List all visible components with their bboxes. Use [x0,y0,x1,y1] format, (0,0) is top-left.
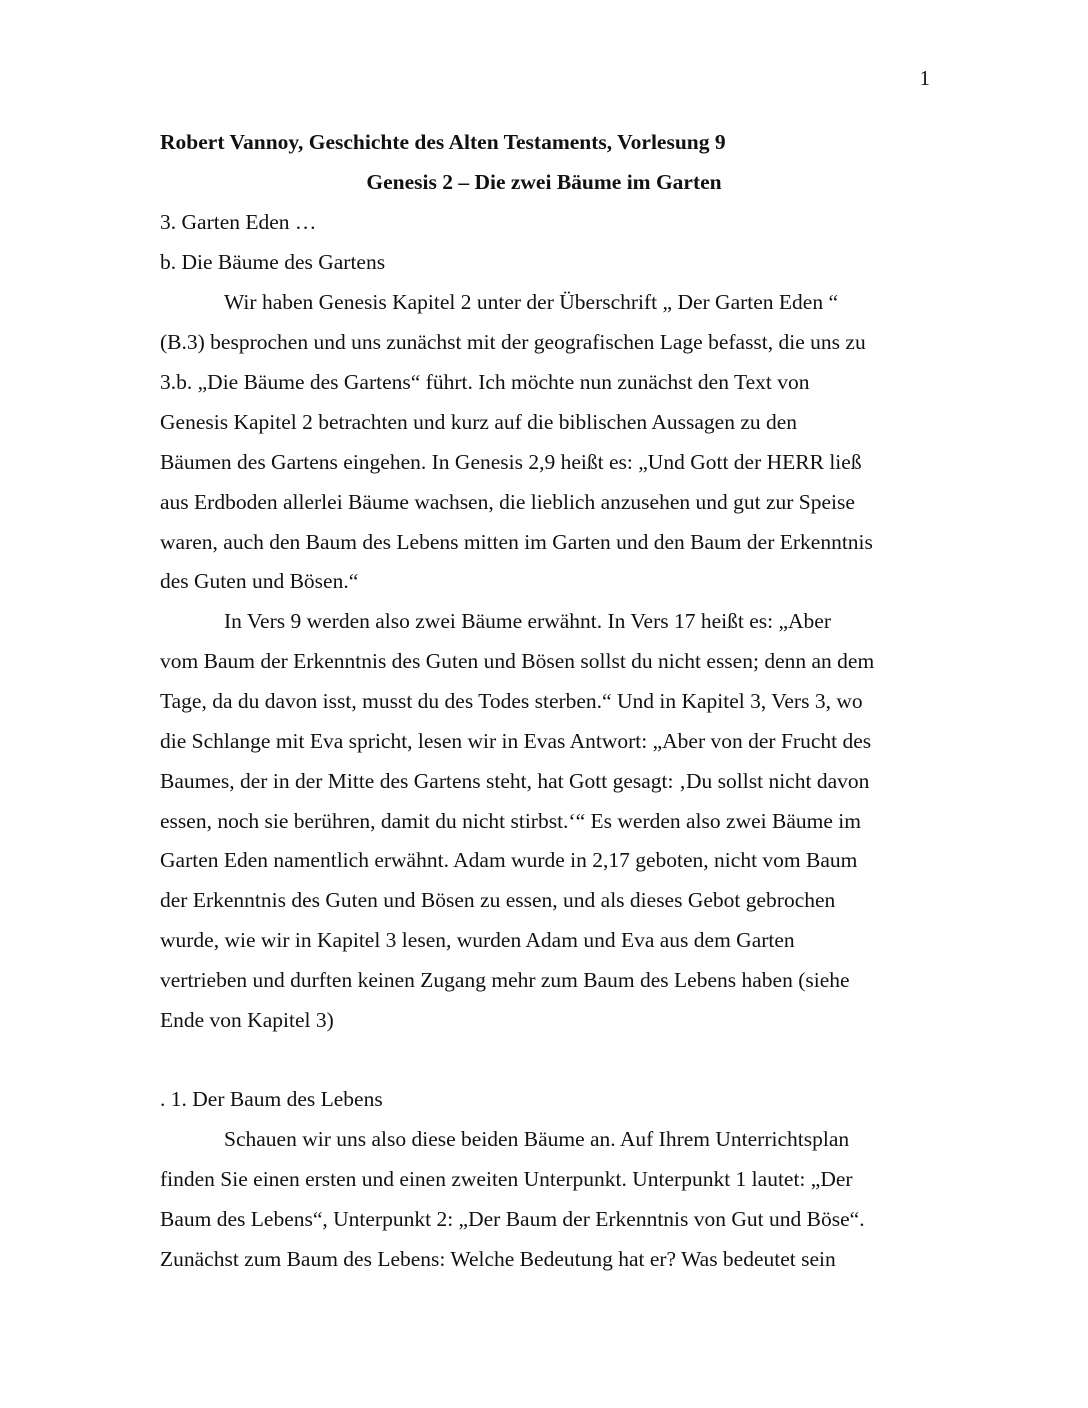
paragraph-line: Ende von Kapitel 3) [160,1008,334,1032]
paragraph-line: finden Sie einen ersten und einen zweiten Unterpunkt. Unterpunkt 1 lautet: „Der [160,1167,853,1191]
paragraph-line: In Vers 9 werden also zwei Bäume erwähnt. In Vers 17 heißt es: „Aber [224,609,831,633]
paragraph-line: essen, noch sie berühren, damit du nicht stirbst.‘“ Es werden also zwei Bäume im [160,809,861,833]
paragraph-line: waren, auch den Baum des Lebens mitten im Garten und den Baum der Erkenntnis [160,530,873,554]
paragraph-line: Genesis Kapitel 2 betrachten und kurz auf die biblischen Aussagen zu den [160,410,798,434]
paragraph-line: Wir haben Genesis Kapitel 2 unter der Überschrift „ Der Garten Eden “ [224,290,839,314]
paragraph-line: 3.b. „Die Bäume des Gartens“ führt. Ich möchte nun zunächst den Text von [160,370,810,394]
paragraph-line: Bäumen des Gartens eingehen. In Genesis 2,9 heißt es: „Und Gott der HERR ließ [160,450,862,474]
subsection-heading: . 1. Der Baum des Lebens [160,1087,383,1111]
document-title: Robert Vannoy, Geschichte des Alten Testaments, Vorlesung 9 [160,130,726,154]
paragraph-line: aus Erdboden allerlei Bäume wachsen, die lieblich anzusehen und gut zur Speise [160,490,855,514]
paragraph-line: wurde, wie wir in Kapitel 3 lesen, wurden Adam und Eva aus dem Garten [160,928,795,952]
subsection-heading: b. Die Bäume des Gartens [160,250,386,274]
section-heading: 3. Garten Eden … [160,210,317,234]
paragraph-line: vertrieben und durften keinen Zugang mehr zum Baum des Lebens haben (siehe [160,968,850,992]
paragraph-line: (B.3) besprochen und uns zunächst mit der geografischen Lage befasst, die uns zu [160,330,866,354]
paragraph-line: Schauen wir uns also diese beiden Bäume an. Auf Ihrem Unterrichtsplan [224,1127,850,1151]
document-subtitle: Genesis 2 – Die zwei Bäume im Garten [366,170,722,194]
paragraph-line: des Guten und Bösen.“ [160,569,359,593]
page-number: 1 [919,66,930,90]
paragraph-line: Tage, da du davon isst, musst du des Todes sterben.“ Und in Kapitel 3, Vers 3, wo [160,689,863,713]
paragraph-line: Baum des Lebens“, Unterpunkt 2: „Der Baum der Erkenntnis von Gut und Böse“. [160,1207,865,1231]
paragraph-line: der Erkenntnis des Guten und Bösen zu essen, und als dieses Gebot gebrochen [160,888,836,912]
paragraph-line: vom Baum der Erkenntnis des Guten und Bösen sollst du nicht essen; denn an dem [160,649,875,673]
paragraph-line: Baumes, der in der Mitte des Gartens steht, hat Gott gesagt: ‚Du sollst nicht davon [160,769,870,793]
paragraph-line: Zunächst zum Baum des Lebens: Welche Bedeutung hat er? Was bedeutet sein [160,1247,836,1271]
paragraph-line: Garten Eden namentlich erwähnt. Adam wurde in 2,17 geboten, nicht vom Baum [160,848,858,872]
paragraph-line: die Schlange mit Eva spricht, lesen wir in Evas Antwort: „Aber von der Frucht des [160,729,872,753]
